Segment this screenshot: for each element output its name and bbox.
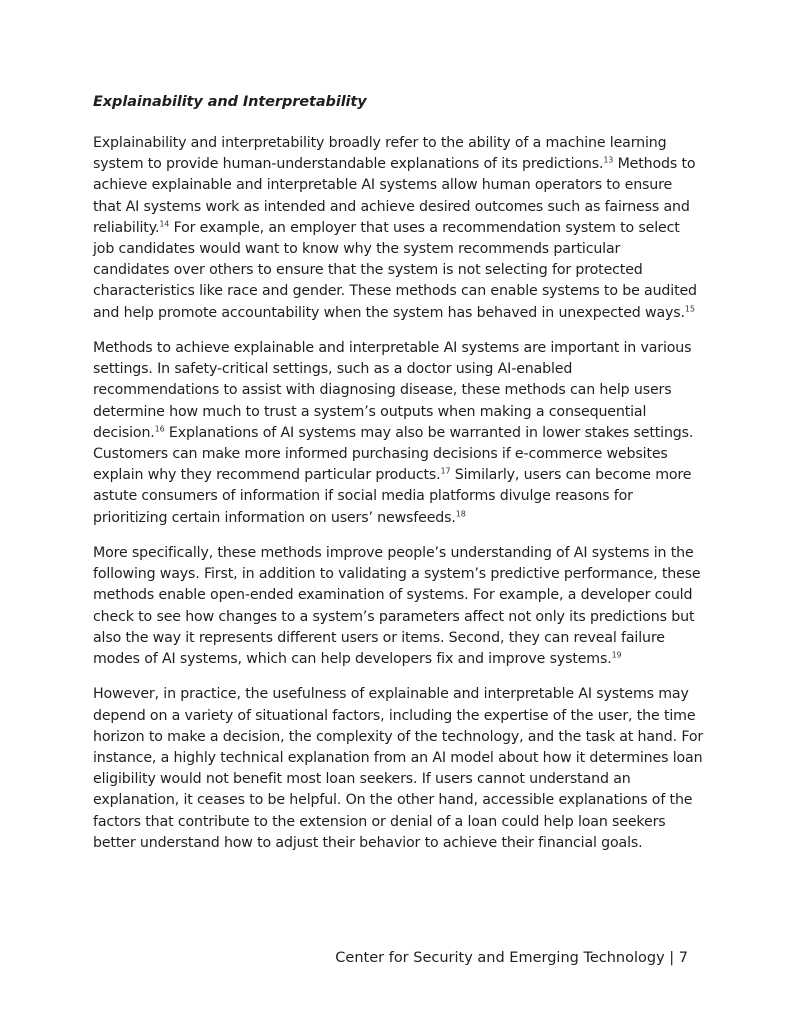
text-segment: eligibility would not benefit most loan seekers. If users cannot understand an bbox=[93, 771, 631, 788]
text-line bbox=[93, 359, 703, 380]
text-line bbox=[93, 486, 703, 507]
text-segment: settings. In safety-critical settings, such as a doctor using AI-enabled bbox=[93, 361, 573, 378]
text-line bbox=[93, 402, 703, 423]
text-line bbox=[93, 833, 703, 854]
text-line bbox=[93, 380, 703, 401]
text-segment: Customers can make more informed purchasing decisions if e-commerce websites bbox=[93, 446, 668, 463]
text-segment: and help promote accountability when the system has behaved in unexpected ways. bbox=[93, 304, 685, 321]
text-segment: achieve explainable and interpretable AI systems allow human operators to ensure bbox=[93, 177, 673, 194]
text-line bbox=[93, 585, 703, 606]
text-segment: determine how much to trust a system’s outputs when making a consequential bbox=[93, 403, 647, 420]
text-line bbox=[93, 812, 703, 833]
text-line bbox=[93, 607, 703, 628]
text-line bbox=[93, 197, 703, 218]
text-line bbox=[93, 218, 703, 239]
text-line bbox=[93, 706, 703, 727]
footnote-marker: 17 bbox=[440, 466, 451, 476]
text-line bbox=[93, 175, 703, 196]
footnote-marker: 15 bbox=[684, 304, 695, 314]
text-line bbox=[93, 260, 703, 281]
text-segment: explanation, it ceases to be helpful. On the other hand, accessible explanations of the bbox=[93, 792, 693, 809]
text-line bbox=[93, 748, 703, 769]
text-segment: reliability. bbox=[93, 219, 160, 236]
footnote-marker: 13 bbox=[603, 155, 614, 165]
body-text bbox=[93, 133, 703, 868]
text-segment: following ways. First, in addition to validating a system’s predictive performance, these bbox=[93, 566, 701, 583]
paragraph bbox=[93, 684, 703, 854]
text-segment: job candidates would want to know why the system recommends particular bbox=[93, 241, 621, 258]
text-line bbox=[93, 543, 703, 564]
text-segment: horizon to make a decision, the complexity of the technology, and the task at hand. For bbox=[93, 728, 704, 745]
footnote-marker: 18 bbox=[455, 509, 466, 519]
text-segment: recommendations to assist with diagnosing disease, these methods can help users bbox=[93, 382, 672, 399]
text-line bbox=[93, 154, 703, 175]
text-segment: More specifically, these methods improve people’s understanding of AI systems in the bbox=[93, 545, 694, 562]
text-line bbox=[93, 465, 703, 486]
text-line bbox=[93, 423, 703, 444]
text-segment: depend on a variety of situational factors, including the expertise of the user, the time bbox=[93, 707, 696, 724]
footnote-marker: 16 bbox=[154, 424, 165, 434]
text-line bbox=[93, 508, 703, 529]
text-segment: explain why they recommend particular products. bbox=[93, 467, 441, 484]
text-line bbox=[93, 303, 703, 324]
text-segment: characteristics like race and gender. These methods can enable systems to be audited bbox=[93, 283, 697, 300]
text-segment: Methods to achieve explainable and interpretable AI systems are important in various bbox=[93, 340, 692, 357]
text-line bbox=[93, 444, 703, 465]
text-segment: factors that contribute to the extension or denial of a loan could help loan seekers bbox=[93, 813, 666, 830]
text-segment: that AI systems work as intended and achieve desired outcomes such as fairness and bbox=[93, 198, 690, 215]
text-segment: system to provide human-understandable explanations of its predictions. bbox=[93, 156, 604, 173]
text-segment: modes of AI systems, which can help developers fix and improve systems. bbox=[93, 651, 612, 668]
text-segment: check to see how changes to a system’s parameters affect not only its predictions but bbox=[93, 608, 695, 625]
text-line bbox=[93, 133, 703, 154]
text-line bbox=[93, 564, 703, 585]
text-segment: Explainability and interpretability broadly refer to the ability of a machine learning bbox=[93, 135, 667, 151]
text-segment: candidates over others to ensure that the system is not selecting for protected bbox=[93, 262, 643, 279]
text-line bbox=[93, 649, 703, 670]
text-segment: prioritizing certain information on users’ newsfeeds. bbox=[93, 509, 456, 526]
text-segment: Methods to bbox=[613, 156, 696, 173]
text-segment: Similarly, users can become more bbox=[450, 467, 692, 484]
text-segment: Explanations of AI systems may also be warranted in lower stakes settings. bbox=[164, 424, 694, 441]
paragraph bbox=[93, 543, 703, 670]
text-line bbox=[93, 338, 703, 359]
text-segment: decision. bbox=[93, 424, 155, 441]
paragraph bbox=[93, 133, 703, 324]
text-line bbox=[93, 769, 703, 790]
page-footer: Center for Security and Emerging Technology | 7 bbox=[335, 950, 688, 966]
footnote-marker: 19 bbox=[611, 650, 622, 660]
text-line bbox=[93, 281, 703, 302]
text-segment: However, in practice, the usefulness of explainable and interpretable AI systems may bbox=[93, 686, 689, 703]
text-segment: better understand how to adjust their behavior to achieve their financial goals. bbox=[93, 834, 643, 851]
text-segment: astute consumers of information if social media platforms divulge reasons for bbox=[93, 488, 633, 505]
text-segment: For example, an employer that uses a recommendation system to select bbox=[169, 219, 680, 236]
paragraph bbox=[93, 338, 703, 529]
text-line bbox=[93, 628, 703, 649]
footnote-marker: 14 bbox=[159, 219, 170, 229]
text-segment: methods enable open-ended examination of systems. For example, a developer could bbox=[93, 587, 693, 604]
text-segment: instance, a highly technical explanation from an AI model about how it determines loan bbox=[93, 750, 703, 767]
text-line bbox=[93, 727, 703, 748]
text-line bbox=[93, 790, 703, 811]
section-heading: Explainability and Interpretability bbox=[93, 94, 367, 110]
text-line bbox=[93, 239, 703, 260]
text-line bbox=[93, 684, 703, 705]
text-segment: also the way it represents different users or items. Second, they can reveal failure bbox=[93, 629, 665, 646]
